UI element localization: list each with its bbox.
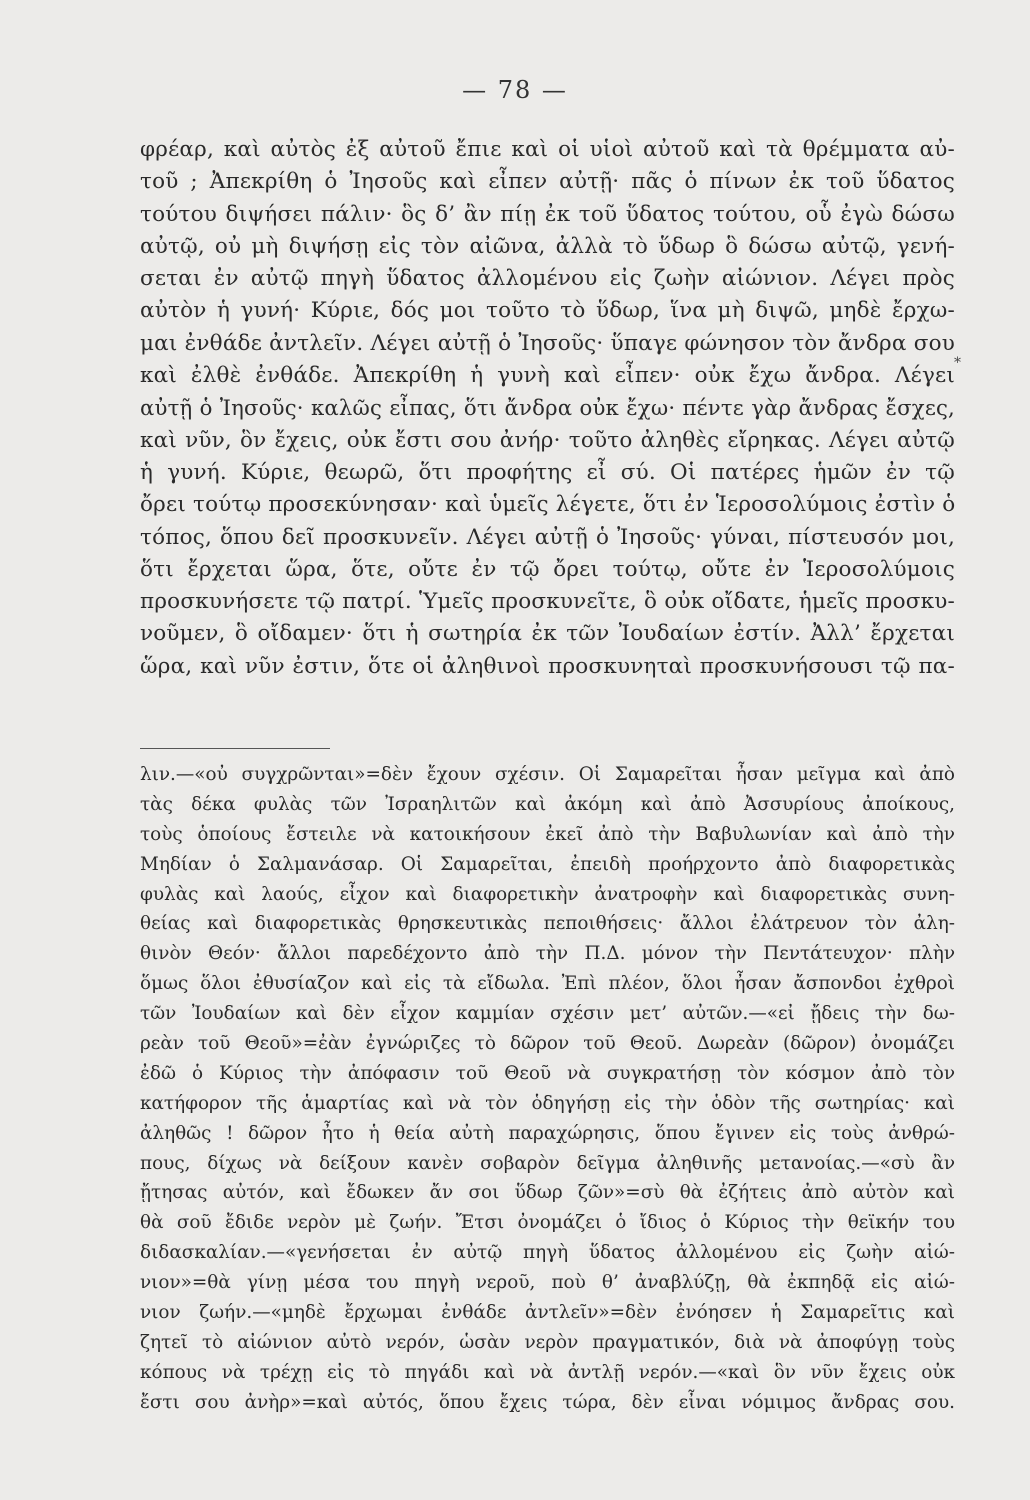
main-text-line: σεται ἐν αὐτῷ πηγὴ ὕδατος ἀλλομένου εἰς ζωὴν αἰώνιον. Λέγει πρὸς: [140, 266, 955, 292]
footnote-line: Μηδίαν ὁ Σαλμανάσαρ. Οἱ Σαμαρεῖται, ἐπειδὴ προήρχοντο ἀπὸ διαφορετικὰς: [140, 853, 955, 875]
main-text-line: ὅτι ἔρχεται ὥρα, ὅτε, οὔτε ἐν τῷ ὄρει τούτῳ, οὔτε ἐν Ἱεροσολύμοις: [140, 556, 955, 582]
main-text-line: τοῦ ; Ἀπεκρίθη ὁ Ἰησοῦς καὶ εἶπεν αὐτῇ· πᾶς ὁ πίνων ἐκ τοῦ ὕδατος: [140, 169, 955, 195]
footnote-line: φυλὰς καὶ λαούς, εἶχον καὶ διαφορετικὴν ἀνατροφὴν καὶ διαφορετικὰς συνη-: [140, 883, 955, 905]
footnote-line: λιν.—«οὐ συγχρῶνται»=δὲν ἔχουν σχέσιν. Οἱ Σαμαρεῖται ἦσαν μεῖγμα καὶ ἀπὸ: [140, 764, 955, 785]
footnote-line: θινὸν Θεόν· ἄλλοι παρεδέχοντο ἀπὸ τὴν Π.Δ. μόνον τὴν Πεντάτευχον· πλὴν: [140, 943, 955, 965]
main-text-line: τόπος, ὅπου δεῖ προσκυνεῖν. Λέγει αὐτῇ ὁ Ἰησοῦς· γύναι, πίστευσόν μοι,: [140, 524, 955, 550]
footnote-line: ἔστι σου ἀνὴρ»=καὶ αὐτός, ὅπου ἔχεις τώρα, δὲν εἶναι νόμιμος ἄνδρας σου.: [140, 1391, 955, 1413]
footnote-separator-rule: [140, 748, 330, 749]
footnote-line: νιον»=θὰ γίνῃ μέσα του πηγὴ νεροῦ, ποὺ θ’ ἀναβλύζῃ, θὰ ἐκπηδᾷ εἰς αἰώ-: [140, 1272, 955, 1294]
main-text-line: προσκυνήσετε τῷ πατρί. Ὑμεῖς προσκυνεῖτε, ὃ οὐκ οἴδατε, ἡμεῖς προσκυ-: [140, 589, 955, 615]
main-text-line: αὐτὸν ἡ γυνή· Κύριε, δός μοι τοῦτο τὸ ὕδωρ, ἵνα μὴ διψῶ, μηδὲ ἔρχω-: [140, 298, 955, 324]
main-text-line: τούτου διψήσει πάλιν· ὃς δ’ ἂν πίῃ ἐκ τοῦ ὕδατος τούτου, οὗ ἐγὼ δώσω: [140, 201, 955, 227]
footnote-line: πους, δίχως νὰ δείξουν κανὲν σοβαρὸν δεῖγμα ἀληθινῆς μετανοίας.—«σὺ ἂν: [140, 1152, 955, 1174]
footnote-line: ὅμως ὅλοι ἐθυσίαζον καὶ εἰς τὰ εἴδωλα. Ἐπὶ πλέον, ὅλοι ἦσαν ἄσπονδοι ἐχθροὶ: [140, 973, 955, 995]
main-text-block: [140, 134, 955, 683]
main-text-line: αὐτῇ ὁ Ἰησοῦς· καλῶς εἶπας, ὅτι ἄνδρα οὐκ ἔχω· πέντε γὰρ ἄνδρας ἔσχες,: [140, 395, 955, 421]
footnote-line: ἐδῶ ὁ Κύριος τὴν ἀπόφασιν τοῦ Θεοῦ νὰ συγκρατήσῃ τὸν κόσμον ἀπὸ τὸν: [140, 1062, 955, 1084]
footnote-line: τοὺς ὁποίους ἔστειλε νὰ κατοικήσουν ἐκεῖ ἀπὸ τὴν Βαβυλωνίαν καὶ ἀπὸ τὴν: [140, 823, 955, 845]
footnote-line: τὰς δέκα φυλὰς τῶν Ἰσραηλιτῶν καὶ ἀκόμη καὶ ἀπὸ Ἀσσυρίους ἀποίκους,: [140, 793, 955, 815]
footnote-line: ἀληθῶς ! δῶρον ἦτο ἡ θεία αὐτὴ παραχώρησις, ὅπου ἔγινεν εἰς τοὺς ἀνθρώ-: [140, 1122, 955, 1144]
footnote-line: ᾔτησας αὐτόν, καὶ ἔδωκεν ἄν σοι ὕδωρ ζῶν»=σὺ θὰ ἐζήτεις ἀπὸ αὐτὸν καὶ: [140, 1182, 955, 1204]
main-text-line: φρέαρ, καὶ αὐτὸς ἐξ αὐτοῦ ἔπιε καὶ οἱ υἱοὶ αὐτοῦ καὶ τὰ θρέμματα αὐ-: [140, 137, 955, 162]
main-text-line: ὥρα, καὶ νῦν ἐστιν, ὅτε οἱ ἀληθινοὶ προσκυνηταὶ προσκυνήσουσι τῷ πα-: [140, 653, 955, 679]
footnote-line: θὰ σοῦ ἔδιδε νερὸν μὲ ζωήν. Ἔτσι ὀνομάζει ὁ ἴδιος ὁ Κύριος τὴν θεϊκήν του: [140, 1212, 955, 1234]
footnote-line: τῶν Ἰουδαίων καὶ δὲν εἶχον καμμίαν σχέσιν μετ’ αὐτῶν.—«εἰ ᾔδεις τὴν δω-: [140, 1003, 955, 1025]
footnote-line: θείας καὶ διαφορετικὰς θρησκευτικὰς πεποιθήσεις· ἄλλοι ἐλάτρευον τὸν ἀλη-: [140, 913, 955, 935]
page-number: — 78 —: [462, 76, 568, 104]
footnotes-block: [140, 760, 955, 1418]
main-text-line: αὐτῷ, οὐ μὴ διψήσῃ εἰς τὸν αἰῶνα, ἀλλὰ τὸ ὕδωρ ὃ δώσω αὐτῷ, γενή-: [140, 233, 955, 259]
footnote-line: νιον ζωήν.—«μηδὲ ἔρχωμαι ἐνθάδε ἀντλεῖν»=δὲν ἐνόησεν ἡ Σαμαρεῖτις καὶ: [140, 1302, 955, 1324]
main-text-line: ὄρει τούτῳ προσεκύνησαν· καὶ ὑμεῖς λέγετε, ὅτι ἐν Ἱεροσολύμοις ἐστὶν ὁ: [140, 492, 956, 518]
main-text-line: μαι ἐνθάδε ἀντλεῖν. Λέγει αὐτῇ ὁ Ἰησοῦς· ὕπαγε φώνησον τὸν ἄνδρα σου: [140, 330, 955, 356]
footnote-line: κόπους νὰ τρέχῃ εἰς τὸ πηγάδι καὶ νὰ ἀντλῇ νερόν.—«καὶ ὃν νῦν ἔχεις οὐκ: [140, 1361, 955, 1383]
main-text-line: καὶ ἐλθὲ ἐνθάδε. Ἀπεκρίθη ἡ γυνὴ καὶ εἶπεν· οὐκ ἔχω ἄνδρα. Λέγει: [140, 363, 955, 389]
footnote-line: διδασκαλίαν.—«γενήσεται ἐν αὐτῷ πηγὴ ὕδατος ἀλλομένου εἰς ζωὴν αἰώ-: [140, 1242, 955, 1264]
footnote-line: κατήφορον τῆς ἁμαρτίας καὶ νὰ τὸν ὁδηγήσῃ εἰς τὴν ὁδὸν τῆς σωτηρίας· καὶ: [140, 1092, 955, 1114]
main-text-line: ἡ γυνή. Κύριε, θεωρῶ, ὅτι προφήτης εἶ σύ. Οἱ πατέρες ἡμῶν ἐν τῷ: [140, 459, 955, 485]
main-text-line: καὶ νῦν, ὃν ἔχεις, οὐκ ἔστι σου ἀνήρ· τοῦτο ἀληθὲς εἴρηκας. Λέγει αὐτῷ: [140, 427, 955, 453]
footnote-line: ζητεῖ τὸ αἰώνιον αὐτὸ νερόν, ὡσὰν νερὸν πραγματικόν, διὰ νὰ ἀποφύγῃ τοὺς: [140, 1331, 955, 1353]
main-text-line: νοῦμεν, ὃ οἴδαμεν· ὅτι ἡ σωτηρία ἐκ τῶν Ἰουδαίων ἐστίν. Ἀλλ’ ἔρχεται: [140, 621, 955, 647]
footnote-line: ρεὰν τοῦ Θεοῦ»=ἐὰν ἐγνώριζες τὸ δῶρον τοῦ Θεοῦ. Δωρεὰν (δῶρον) ὀνομάζει: [140, 1033, 955, 1055]
margin-mark: *: [954, 355, 961, 371]
